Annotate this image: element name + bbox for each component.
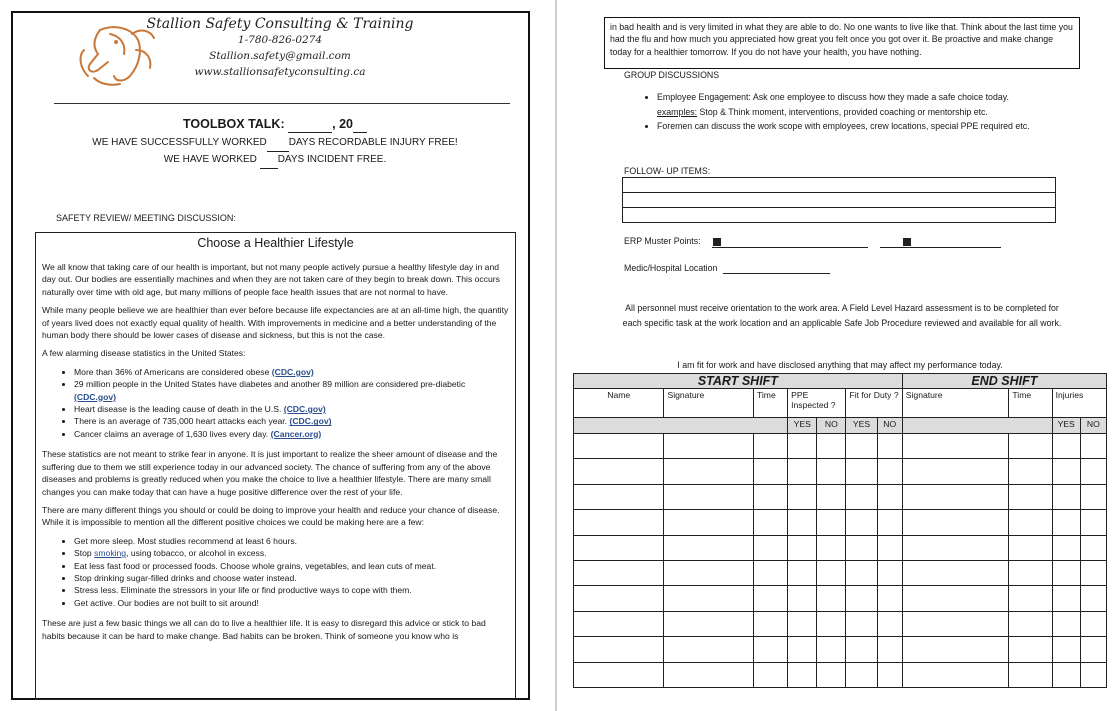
sign-cell[interactable] [574,459,664,484]
sign-cell[interactable] [817,510,846,535]
sign-cell[interactable] [788,484,817,509]
sign-cell[interactable] [1052,611,1080,636]
sign-cell[interactable] [817,535,846,560]
safety-review-label: SAFETY REVIEW/ MEETING DISCUSSION: [56,213,236,223]
sign-cell[interactable] [574,611,664,636]
injury-free-text-a: WE HAVE SUCCESSFULLY WORKED [92,137,267,148]
table-row [574,637,1107,662]
sign-cell[interactable] [574,586,664,611]
sign-cell[interactable] [846,434,877,459]
sign-cell[interactable] [817,459,846,484]
list-item: • 29 million people in the United States have diabetes and another 89 million are considered pre-diabetic (CDC.gov) [74,378,509,403]
sign-cell[interactable] [788,611,817,636]
sign-cell[interactable] [1009,434,1052,459]
sign-cell[interactable] [1009,484,1052,509]
sign-cell[interactable] [1080,662,1106,687]
sign-cell[interactable] [574,662,664,687]
col-time: Time [753,389,787,418]
sign-cell[interactable] [753,586,787,611]
erp-marker-icon [903,238,911,246]
sign-cell[interactable] [1052,535,1080,560]
incident-free-days-blank[interactable] [260,152,278,169]
table-row [574,611,1107,636]
sign-cell[interactable] [1009,586,1052,611]
follow-up-row[interactable] [623,193,1056,208]
article-box [35,232,516,700]
sign-cell[interactable] [877,510,902,535]
sign-cell[interactable] [877,637,902,662]
sign-cell[interactable] [1052,484,1080,509]
source-link[interactable]: (Cancer.org) [270,428,322,439]
sign-cell[interactable] [846,611,877,636]
article-title: Choose a Healthier Lifestyle [197,236,354,250]
company-email: Stallion.safety@gmail.com [209,50,351,62]
incident-free-text-b: DAYS INCIDENT FREE. [277,154,387,165]
sign-cell[interactable] [902,459,1009,484]
incident-free-line [40,152,510,169]
ppe-no-label: NO [817,418,846,434]
sign-cell[interactable] [877,484,902,509]
toolbox-header [40,116,510,169]
sign-in-table [573,373,1107,688]
company-block [140,16,420,80]
article-paragraph-2: While many people believe we are healthier than ever before because life expectancies are at an all-time high, the quantity of years lived does not exactly equal quality of health. With improvements in medicine and a better understanding of the human body there should be lower cases of disease and sickness, but this is not the case. [42,305,509,341]
article-paragraph-5: There are many different things you should or could be doing to improve your health and reduce your chance of disease. While it is impossible to mention all the different positive choices we could be making here are a few: [42,504,500,528]
company-phone: 1-780-826-0274 [237,34,323,46]
toolbox-label: TOOLBOX TALK: [183,117,285,131]
list-item: • Eat less fast food or processed foods. Choose whole grains, vegetables, and lean cuts of meat. [74,560,509,572]
sign-cell[interactable] [1080,611,1106,636]
sign-cell[interactable] [846,535,877,560]
follow-up-row[interactable] [623,178,1056,193]
list-item: • Stop drinking sugar-filled drinks and choose water instead. [74,572,509,584]
start-shift-header: START SHIFT [574,374,903,389]
medic-location-field[interactable] [723,273,830,274]
article-paragraph-6: These are just a few basic things we all can do to live a healthier life. It is easy to disregard this advice or stick to bad habits because it can be hard to make change. Bad habits can be broken. Think of someone you know who is [42,618,486,641]
sign-cell[interactable] [817,434,846,459]
article-continuation: in bad health and is very limited in what they are able to do. No one wants to live like that. Think about the last time you had the flu and how much you appreciated how great you felt once you got over it. Be proactive and make change today for a healthier tomorrow. If you do not have your health, you have nothing. [604,17,1080,69]
col-name: Name [574,389,664,418]
sign-cell[interactable] [788,637,817,662]
sign-cell[interactable] [574,535,664,560]
medic-label: Medic/Hospital Location [624,263,718,273]
sign-cell[interactable] [817,637,846,662]
sign-cell[interactable] [846,484,877,509]
sign-cell[interactable] [902,586,1009,611]
sign-cell[interactable] [846,459,877,484]
col-time-end: Time [1009,389,1052,418]
table-row [574,434,1107,459]
company-name: Stallion Safety Consulting & Training [146,16,414,32]
fit-yes-label: YES [846,418,877,434]
page-divider [555,0,557,711]
sign-cell[interactable] [664,560,753,585]
sign-cell[interactable] [1052,510,1080,535]
sign-cell[interactable] [877,535,902,560]
source-link[interactable]: (CDC.gov) [283,404,326,415]
sign-cell[interactable] [788,434,817,459]
year-blank[interactable] [353,116,367,133]
sign-cell[interactable] [1052,434,1080,459]
sign-cell[interactable] [877,459,902,484]
follow-up-table [622,177,1056,223]
list-item: • Cancer claims an average of 1,630 lives every day. (Cancer.org) [74,428,509,440]
sign-cell[interactable] [1009,459,1052,484]
list-item: • Heart disease is the leading cause of death in the U.S. (CDC.gov) [74,403,509,415]
sign-cell[interactable] [574,510,664,535]
sign-cell[interactable] [902,510,1009,535]
group-discussions-label: GROUP DISCUSSIONS [624,70,720,80]
sign-cell[interactable] [846,662,877,687]
end-shift-header: END SHIFT [902,374,1106,389]
col-signature-end: Signature [902,389,1009,418]
sign-cell[interactable] [1009,560,1052,585]
sign-cell[interactable] [877,611,902,636]
article-paragraph-1: We all know that taking care of our health is important, but not many people actively pursue a healthy lifestyle day in and day out. Our bodies are essentially machines and when they are not taken care of they begin to break down. This occurs naturally over time with old age, but many millions of people face health issues that are not normal to have. [42,262,500,297]
sign-cell[interactable] [1080,637,1106,662]
injuries-yes-label: YES [1052,418,1080,434]
sign-cell[interactable] [902,611,1009,636]
sign-cell[interactable] [1009,637,1052,662]
sign-cell[interactable] [788,535,817,560]
sign-cell[interactable] [1009,535,1052,560]
sign-cell[interactable] [574,637,664,662]
sign-cell[interactable] [1080,586,1106,611]
sign-cell[interactable] [1052,560,1080,585]
incident-free-text-a: WE HAVE WORKED [163,154,257,165]
sign-cell[interactable] [664,586,753,611]
sign-cell[interactable] [902,434,1009,459]
list-item: • Employee Engagement: Ask one employee to discuss how they made a safe choice today. examples: Stop & Think moment, interventions, provided coaching or mentorship etc. [657,90,1107,119]
table-row [574,535,1107,560]
sign-cell[interactable] [1080,535,1106,560]
table-row [574,586,1107,611]
toolbox-title-line [40,116,510,133]
table-row [574,662,1107,687]
list-item: • Foremen can discuss the work scope with employees, crew locations, special PPE required etc. [657,119,1107,134]
source-link[interactable]: (CDC.gov) [74,391,117,402]
article-paragraph-3: A few alarming disease statistics in the United States: [42,348,246,359]
sign-cell[interactable] [817,484,846,509]
sign-cell[interactable] [664,484,753,509]
fit-no-label: NO [877,418,902,434]
erp-label: ERP Muster Points: [624,236,701,246]
ppe-yes-label: YES [788,418,817,434]
list-item: • Get active. Our bodies are not built to sit around! [74,597,509,609]
stats-list [42,366,509,440]
source-link[interactable]: (CDC.gov) [271,366,314,377]
sign-cell[interactable] [1080,484,1106,509]
sign-cell[interactable] [574,434,664,459]
sign-cell[interactable] [1052,459,1080,484]
table-row [574,459,1107,484]
table-row [574,560,1107,585]
group-discussions-list [640,90,1107,134]
sign-cell[interactable] [902,484,1009,509]
sign-cell[interactable] [846,586,877,611]
sign-cell[interactable] [753,510,787,535]
list-item: • Stress less. Eliminate the stressors in your life or find productive ways to cope with them. [74,584,509,596]
list-item: • Stop smoking, using tobacco, or alcohol in excess. [74,547,509,559]
sign-cell[interactable] [1080,510,1106,535]
sign-cell[interactable] [817,560,846,585]
col-ppe: PPE Inspected ? [788,389,846,418]
sign-cell[interactable] [664,611,753,636]
sign-cell[interactable] [1052,662,1080,687]
table-row [574,484,1107,509]
sign-cell[interactable] [753,662,787,687]
year-prefix: , 20 [332,117,353,131]
sign-cell[interactable] [877,434,902,459]
sign-cell[interactable] [902,535,1009,560]
injury-free-line [40,135,510,152]
col-fit-for-duty: Fit for Duty ? [846,389,902,418]
sign-cell[interactable] [788,560,817,585]
erp-muster-field-2[interactable] [880,247,1001,248]
injuries-no-label: NO [1080,418,1106,434]
tips-list [42,535,509,609]
sign-cell[interactable] [664,510,753,535]
list-item: • More than 36% of Americans are considered obese (CDC.gov) [74,366,509,378]
sign-cell[interactable] [846,510,877,535]
sign-cell[interactable] [1009,510,1052,535]
sign-cell[interactable] [664,535,753,560]
sign-cell[interactable] [753,611,787,636]
sign-cell[interactable] [1052,637,1080,662]
date-blank[interactable] [288,116,332,133]
shaded-cell [574,418,788,434]
sign-cell[interactable] [877,662,902,687]
injury-free-text-b: DAYS RECORDABLE INJURY FREE! [288,137,458,148]
sign-cell[interactable] [902,637,1009,662]
sign-cell[interactable] [817,586,846,611]
follow-up-row[interactable] [623,208,1056,223]
sign-cell[interactable] [664,459,753,484]
sign-cell[interactable] [902,662,1009,687]
sign-cell[interactable] [1009,611,1052,636]
orientation-notice: All personnel must receive orientation to the work area. A Field Level Hazard assessment is to be completed for each specific task at the work location and an applicable Safe Job Procedure reviewed and available for all work. [622,303,1062,328]
sign-cell[interactable] [574,560,664,585]
company-website: www.stallionsafetyconsulting.ca [194,66,366,78]
sign-cell[interactable] [753,484,787,509]
smoking-link[interactable]: smoking [94,548,127,559]
sign-cell[interactable] [788,586,817,611]
erp-muster-field-1[interactable] [712,247,868,248]
sign-cell[interactable] [817,611,846,636]
sign-cell[interactable] [753,560,787,585]
sign-cell[interactable] [788,662,817,687]
sign-cell[interactable] [846,637,877,662]
follow-up-label: FOLLOW- UP ITEMS: [624,166,711,176]
sign-cell[interactable] [664,662,753,687]
sign-rows [574,434,1107,688]
sign-cell[interactable] [817,662,846,687]
list-item: • There is an average of 735,000 heart attacks each year. (CDC.gov) [74,415,509,427]
sign-cell[interactable] [877,586,902,611]
list-item: • Get more sleep. Most studies recommend at least 6 hours. [74,535,509,547]
sign-cell[interactable] [753,459,787,484]
sign-cell[interactable] [753,637,787,662]
article-paragraph-4: These statistics are not meant to strike fear in anyone. It is just important to realize the sheer amount of disease and the suffering due to them we still experience today in our advanced society. The chance of suffering from any of the above diseases and problems is greatly reduced when you make the choice to live a healthier lifestyle. There are many small changes you can make today that can have a huge positive difference over the rest of your life. [42,449,498,497]
sign-cell[interactable] [753,535,787,560]
sign-cell[interactable] [902,560,1009,585]
sign-cell[interactable] [1009,662,1052,687]
sign-cell[interactable] [788,459,817,484]
sign-cell[interactable] [1080,434,1106,459]
sign-cell[interactable] [753,434,787,459]
sign-cell[interactable] [664,637,753,662]
sign-cell[interactable] [788,510,817,535]
sign-cell[interactable] [846,560,877,585]
examples-label: examples: [657,106,698,117]
col-injuries: Injuries [1052,389,1106,418]
col-signature: Signature [664,389,753,418]
sign-cell[interactable] [574,484,664,509]
sign-cell[interactable] [1080,459,1106,484]
sign-cell[interactable] [1080,560,1106,585]
erp-marker-icon [713,238,721,246]
table-row [574,510,1107,535]
header-rule [54,103,510,104]
injury-free-days-blank[interactable] [267,135,289,152]
fit-for-work-statement: I am fit for work and have disclosed anything that may affect my performance today. [677,360,1003,370]
shaded-cell [902,418,1052,434]
sign-cell[interactable] [1052,586,1080,611]
source-link[interactable]: (CDC.gov) [289,416,332,427]
sign-cell[interactable] [877,560,902,585]
sign-cell[interactable] [664,434,753,459]
